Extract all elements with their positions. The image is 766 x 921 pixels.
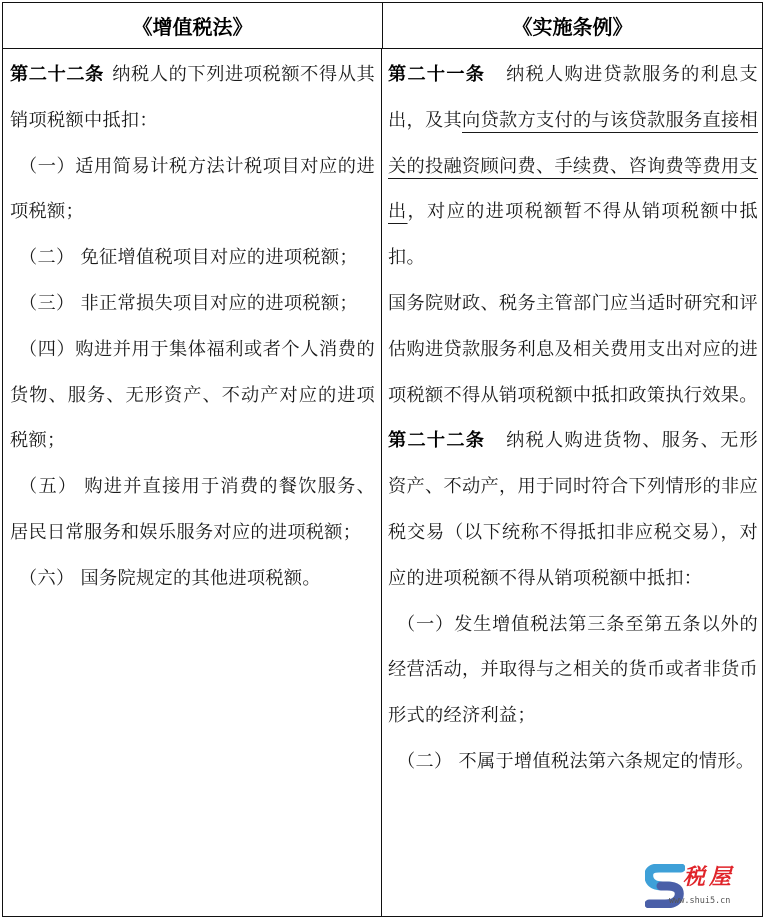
article-number: 第二十一条 <box>388 64 486 85</box>
list-item: （六） 国务院规定的其他进项税额。 <box>19 567 321 589</box>
article-22-intro <box>10 52 375 144</box>
header-vat-law: 《增值税法》 <box>3 3 383 48</box>
article-number: 第二十二条 <box>388 430 486 452</box>
article-text: 纳税人的下列进项税额不得从其销项税额中抵扣： <box>10 64 375 131</box>
list-item: （一）适用简易计税方法计税项目对应的进项税额； <box>10 155 375 223</box>
article-text: 纳税人购进货物、服务、无形资产、不动产，用于同时符合下列情形的非应税交易（以下统称不得抵扣非应税交易），对应的进项税额不得从销项税额中抵扣： <box>388 430 758 589</box>
vat-law-column <box>3 48 382 916</box>
list-item: （五） 购进并直接用于消费的餐饮服务、居民日常服务和娱乐服务对应的进项税额； <box>10 476 375 543</box>
article-21-paragraph-1 <box>388 52 758 281</box>
list-item: （二） 免征增值税项目对应的进项税额； <box>19 247 358 269</box>
implementation-rules-column <box>382 48 762 916</box>
article-21-paragraph-2: 国务院财政、税务主管部门应当适时研究和评估购进贷款服务利息及相关费用支出对应的进项税额不得从销项税额中抵扣政策执行效果。 <box>388 292 758 406</box>
underlined-text: 向贷款方支付的与该贷款服务直接相关的投融资顾问费、手续费、咨询费等费用支出 <box>388 109 758 223</box>
watermark <box>645 858 766 918</box>
list-item: （二） 不属于增值税法第六条规定的情形。 <box>397 750 755 772</box>
article-text: ，对应的进项税额暂不得从销项税额中抵扣。 <box>388 201 758 269</box>
list-item: （四）购进并用于集体福利或者个人消费的货物、服务、无形资产、不动产对应的进项税额； <box>10 338 375 452</box>
list-item: （一）发生增值税法第三条至第五条以外的经营活动，并取得与之相关的货币或者非货币形式的经济利益； <box>388 613 758 727</box>
article-text: 纳税人购进贷款服务的利息支出，及其 <box>388 64 758 131</box>
article-number: 第二十二条 <box>10 64 104 85</box>
comparison-table <box>2 2 763 917</box>
list-item: （三） 非正常损失项目对应的进项税额； <box>19 292 358 314</box>
header-implementation-rules: 《实施条例》 <box>512 15 633 39</box>
watermark-text: 税屋 <box>683 864 736 890</box>
table-body-row <box>3 48 762 916</box>
article-22-intro <box>388 418 758 601</box>
watermark-url: www.shui5.cn <box>669 896 731 906</box>
table-header-row <box>3 3 762 49</box>
